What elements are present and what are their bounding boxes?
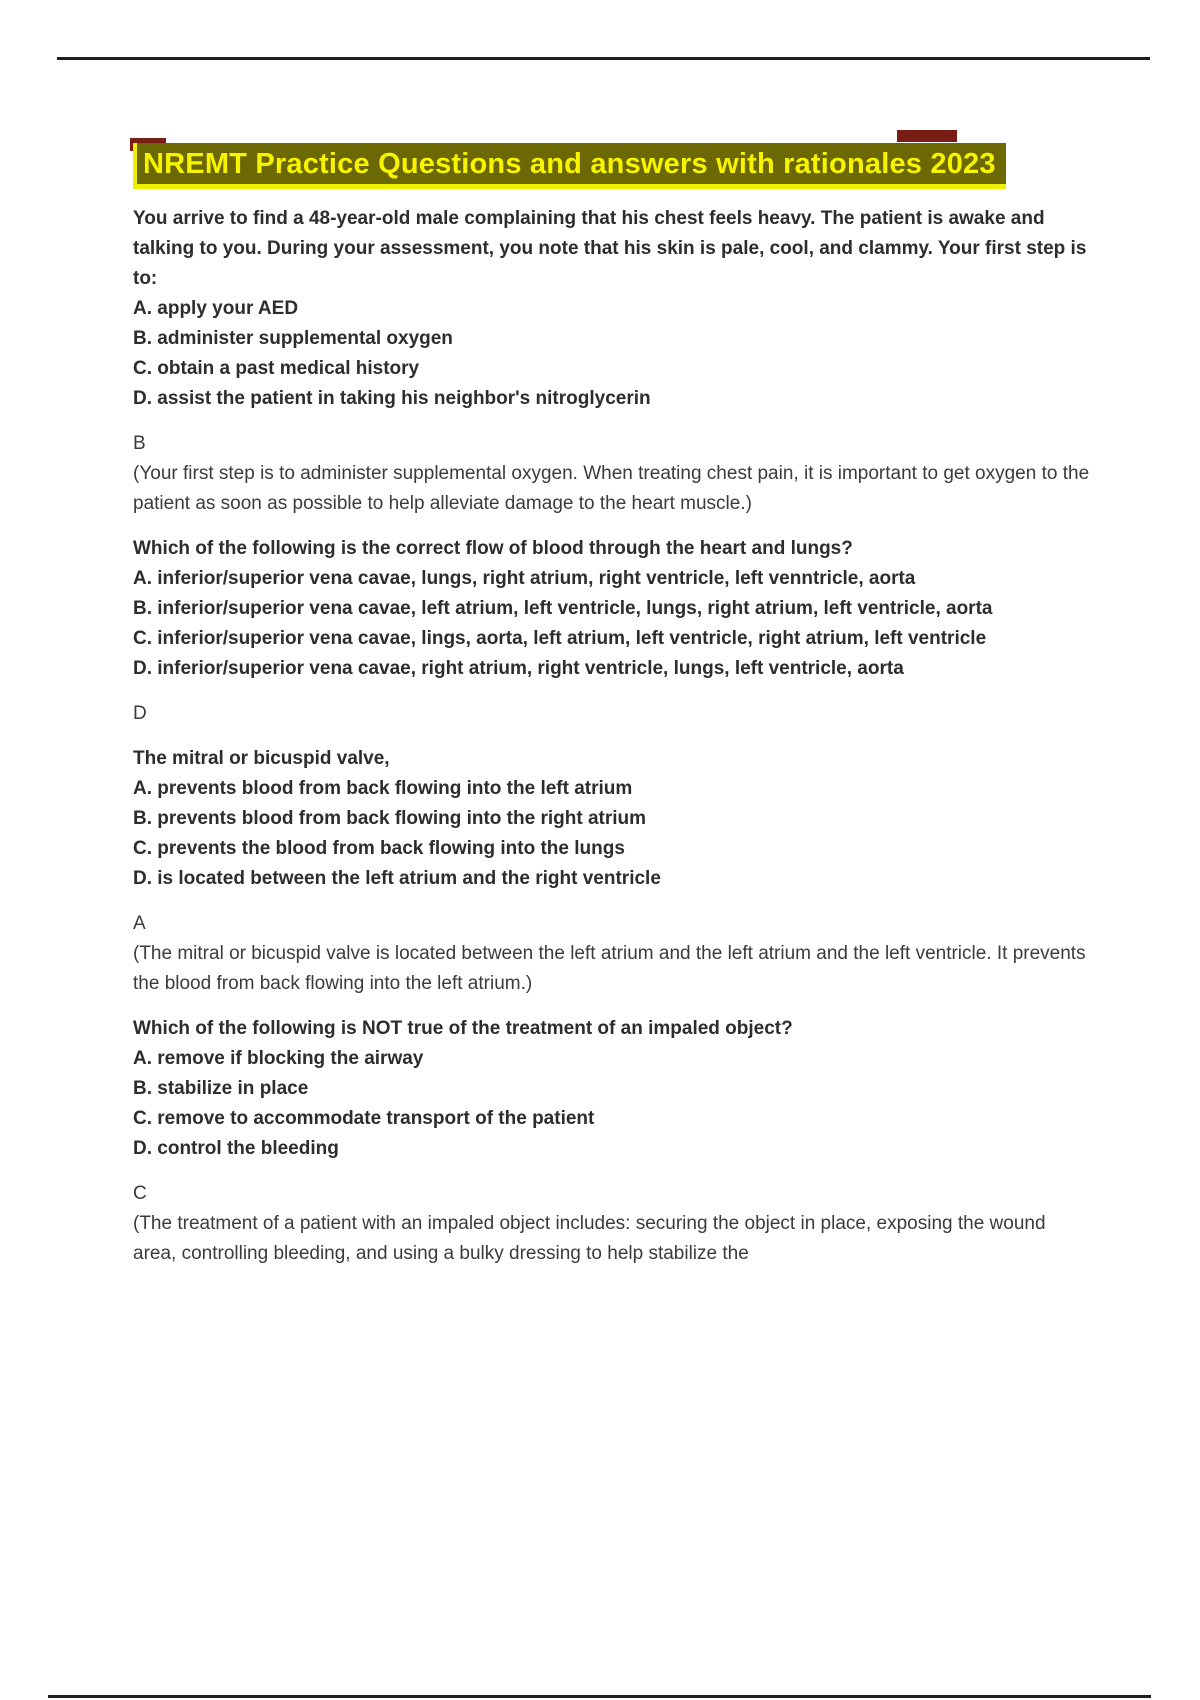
top-rule bbox=[57, 57, 1150, 60]
qa-block bbox=[133, 204, 1093, 519]
answer-letter: D bbox=[133, 703, 147, 724]
qa-block bbox=[133, 1014, 1093, 1269]
rationale-text: (The mitral or bicuspid valve is located between the left atrium and the left atrium and the left ventricle. It prevents the blood from back flowing into the left atrium.) bbox=[133, 943, 1086, 994]
option-item: A. inferior/superior vena cavae, lungs, right atrium, right ventricle, left venntricle, aorta bbox=[133, 568, 916, 589]
option-item: D. is located between the left atrium and the right ventricle bbox=[133, 868, 661, 889]
option-item: A. apply your AED bbox=[133, 298, 299, 319]
option-item: D. control the bleeding bbox=[133, 1138, 339, 1159]
qa-block bbox=[133, 534, 1093, 729]
qa-block bbox=[133, 744, 1093, 999]
option-item: B. prevents blood from back flowing into the right atrium bbox=[133, 808, 647, 829]
option-item: C. inferior/superior vena cavae, lings, aorta, left atrium, left ventricle, right atrium, left ventricle bbox=[133, 628, 987, 649]
question-text: You arrive to find a 48-year-old male complaining that his chest feels heavy. The patient is awake and talking to you. During your assessment, you note that his skin is pale, cool, and clammy. Your first step is to: bbox=[133, 208, 1087, 289]
rationale-text: (The treatment of a patient with an impaled object includes: securing the object in place, exposing the wound area, controlling bleeding, and using a bulky dressing to help stabilize the bbox=[133, 1213, 1046, 1264]
question-text: Which of the following is the correct flow of blood through the heart and lungs? bbox=[133, 538, 853, 559]
option-item: B. inferior/superior vena cavae, left atrium, left ventricle, lungs, right atrium, left ventricle, aorta bbox=[133, 598, 993, 619]
answer-letter: A bbox=[133, 913, 146, 934]
answer-letter: C bbox=[133, 1183, 147, 1204]
option-item: C. prevents the blood from back flowing into the lungs bbox=[133, 838, 625, 859]
option-item: A. prevents blood from back flowing into the left atrium bbox=[133, 778, 633, 799]
option-item: C. obtain a past medical history bbox=[133, 358, 420, 379]
option-item: B. stabilize in place bbox=[133, 1078, 309, 1099]
question-text: The mitral or bicuspid valve, bbox=[133, 748, 390, 769]
answer-letter: B bbox=[133, 433, 146, 454]
rationale-text: (Your first step is to administer supplemental oxygen. When treating chest pain, it is important to get oxygen to the patient as soon as possible to help alleviate damage to the heart muscle.) bbox=[133, 463, 1090, 514]
option-item: B. administer supplemental oxygen bbox=[133, 328, 453, 349]
option-item: D. inferior/superior vena cavae, right atrium, right ventricle, lungs, left ventricle, aorta bbox=[133, 658, 904, 679]
bottom-rule bbox=[48, 1695, 1151, 1698]
page-title: NREMT Practice Questions and answers with rationales 2023 bbox=[133, 143, 1006, 189]
question-text: Which of the following is NOT true of the treatment of an impaled object? bbox=[133, 1018, 793, 1039]
page-content bbox=[133, 140, 1093, 1269]
option-item: C. remove to accommodate transport of the patient bbox=[133, 1108, 595, 1129]
option-item: A. remove if blocking the airway bbox=[133, 1048, 424, 1069]
option-item: D. assist the patient in taking his neighbor's nitroglycerin bbox=[133, 388, 651, 409]
